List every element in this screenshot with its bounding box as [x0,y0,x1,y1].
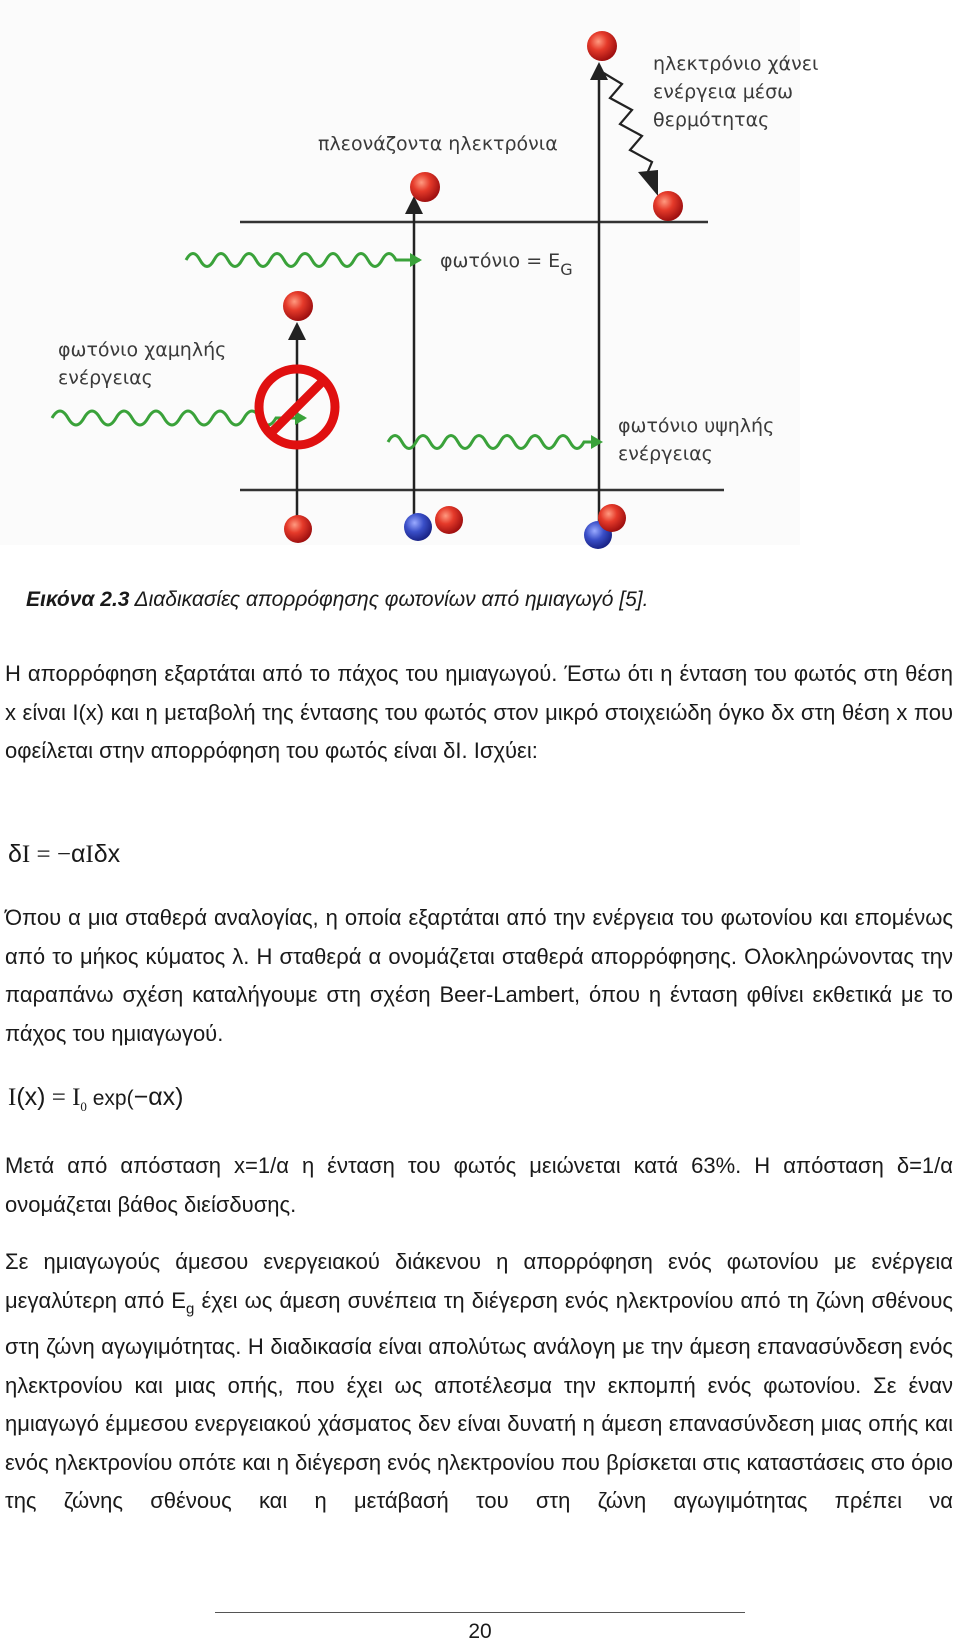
label-heat-loss-3: θερμότητας [653,109,770,131]
eq1-equals: = − [30,841,71,868]
equation-beer-lambert [8,1083,184,1115]
label-photon-eg-main: φωτόνιο = E [440,250,561,272]
label-heat-loss-1: ηλεκτρόνιο χάνει [653,53,819,75]
label-excess-electrons: πλεονάζοντα ηλεκτρόνια [318,133,558,155]
paragraph-absorption-constant: Όπου α μια σταθερά αναλογίας, η οποία εξαρτάται από την ενέργεια του φωτονίου και επομένως από το μήκος κύματος λ. Η σταθερά α ονομάζεται σταθερά απορρόφησης. Ολοκληρώνοντας την παραπάνω σχέση καταλήγουμε στη σχέση Beer-Lambert, όπου η ένταση φθίνει εκθετικά με το πάχος του ημιαγωγού. [5,905,953,1046]
electron-icon [587,31,617,61]
electron-icon [653,191,683,221]
eq1-delta: δ [8,840,22,868]
eq2-i0: I [72,1084,81,1111]
eq2-x: (x) [16,1083,46,1111]
page-number: 20 [468,1620,492,1643]
equation-differential [8,840,120,869]
p4-part-1: Σε ημιαγωγούς άμεσου ενεργειακού διάκενου η απορρόφηση ενός φωτονίου με ενέργεια μεγαλύτερη από E [5,1249,953,1313]
label-high-energy-2: ενέργειας [618,443,713,465]
eq2-sub0: 0 [80,1099,87,1114]
absorption-diagram [0,0,960,580]
label-photon-eg-sub: G [560,260,573,279]
electron-icon [284,515,312,543]
hole-icon [404,513,432,541]
paragraph-direct-gap [5,1243,953,1521]
eq1-dx: δx [93,840,121,868]
eq2-equals: = [45,1084,73,1111]
label-low-energy-2: ενέργειας [58,367,153,389]
label-heat-loss-2: ενέργεια μέσω [653,81,794,103]
electron-icon [435,506,463,534]
eq1-intensity-2: I [85,841,94,868]
figure-caption [26,588,648,612]
electron-icon [283,291,313,321]
caption-text: Διαδικασίες απορρόφησης φωτονίων από ημιαγωγό [5]. [129,588,649,611]
eq2-intensity: I [8,1084,17,1111]
eq2-exp: exp( [86,1087,134,1110]
eq1-alpha: α [70,840,86,868]
eq1-intensity: I [21,841,31,868]
label-high-energy-1: φωτόνιο υψηλής [618,415,775,437]
eq2-ax: −αx [133,1083,176,1111]
caption-label: Εικόνα 2.3 [26,588,130,611]
label-low-energy-1: φωτόνιο χαμηλής [58,339,227,361]
p4-part-2: έχει ως άμεση συνέπεια τη διέγερση ενός ηλεκτρονίου από τη ζώνη σθένους στη ζώνη αγωγιμότητας. Η διαδικασία είναι απολύτως ανάλογη με την άμεση επανασύνδεση ενός ηλεκτρονίου και μιας οπής, που έχει ως αποτέλεσμα την εκπομπή ενός φωτονίου. Σε έναν ημιαγωγό έμμεσου ενεργειακού χάσματος δεν είναι δυνατή η άμεση επανασύνδεση μιας οπής και ενός ηλεκτρονίου οπότε και η διέγερση ενός ηλεκτρονίου που βρίσκεται στις καταστάσεις στο όριο της ζώνης σθένους και η μετάβασή του στη ζώνη αγωγιμότητας πρέπει να [5,1287,953,1514]
paragraph-penetration-depth: Μετά από απόσταση x=1/α η ένταση του φωτός μειώνεται κατά 63%. Η απόσταση δ=1/α ονομάζεται βάθος διείσδυσης. [5,1153,953,1217]
p4-subscript: g [185,1299,195,1317]
paragraph-absorption-thickness: Η απορρόφηση εξαρτάται από το πάχος του ημιαγωγού. Έστω ότι η ένταση του φωτός στη θέση x είναι I(x) και η μεταβολή της έντασης του φωτός στον μικρό στοιχειώδη όγκο δx στη θέση x που οφείλεται στην απορρόφηση του φωτός είναι δI. Ισχύει: [5,661,953,763]
eq2-close: ) [175,1083,184,1111]
electron-icon [410,172,440,202]
footer-rule [215,1612,745,1613]
electron-icon [598,504,626,532]
